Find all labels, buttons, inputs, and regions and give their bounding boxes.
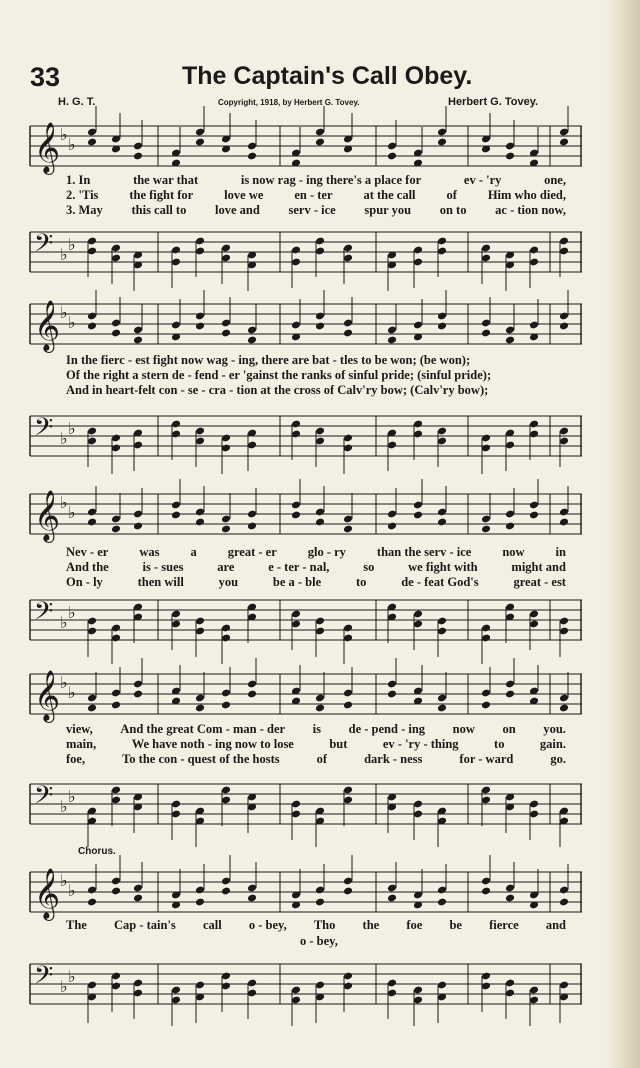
- lyric-syllable: 2. 'Tis: [66, 188, 99, 202]
- lyric-verse-1: [66, 722, 566, 737]
- note-head: [559, 138, 569, 147]
- bass-staff: [30, 412, 582, 464]
- lyric-syllable: then will: [137, 575, 184, 589]
- lyric-syllable: was: [139, 545, 160, 559]
- note-head: [87, 138, 97, 147]
- note-head: [133, 690, 143, 699]
- note-head: [133, 152, 143, 161]
- note-head: [481, 329, 491, 338]
- lyric-syllable: glo - ry: [307, 545, 346, 559]
- note-head: [195, 518, 205, 527]
- lyric-syllable: love we: [224, 188, 264, 202]
- lyric-syllable: now: [452, 722, 475, 736]
- note-head: [221, 701, 231, 710]
- lyric-verse-2: [66, 737, 566, 752]
- chorus-label: Chorus.: [78, 846, 116, 857]
- lyric-syllable: for - ward: [459, 752, 514, 766]
- words-credit: H. G. T.: [58, 96, 96, 108]
- page-edge-shadow: [606, 0, 640, 1068]
- lyric-syllable: a: [190, 545, 197, 559]
- treble-staff: [30, 122, 582, 174]
- bass-clef-icon: 𝄢: [34, 781, 54, 816]
- flat-icon: ♭: [68, 603, 76, 622]
- lyric-syllable: you.: [543, 722, 566, 736]
- lyric-verse-1: [66, 545, 566, 560]
- note-head: [111, 525, 121, 534]
- copyright-notice: Copyright, 1918, by Herbert G. Tovey.: [218, 98, 360, 107]
- note-head: [87, 518, 97, 527]
- lyric-syllable: ev - 'ry - thing: [382, 737, 459, 751]
- lyric-syllable: dark - ness: [364, 752, 423, 766]
- note-head: [387, 152, 397, 161]
- flat-icon: ♭: [60, 977, 68, 996]
- flat-icon: ♭: [60, 493, 68, 512]
- lyric-syllable: might and: [511, 560, 566, 574]
- lyric-syllable: spur you: [364, 203, 412, 217]
- note-head: [221, 329, 231, 338]
- treble-clef-icon: 𝄞: [34, 868, 61, 919]
- lyric-verse-3: [66, 383, 566, 398]
- lyric-syllable: To the con - quest of the hosts: [122, 752, 280, 766]
- note-head: [315, 898, 325, 907]
- lyric-verse-3: [66, 575, 566, 590]
- lyric-syllable: We have noth - ing now to lose: [131, 737, 294, 751]
- lyric-syllable: are: [217, 560, 235, 574]
- note-head: [247, 690, 257, 699]
- lyric-syllable: o - bey,: [248, 918, 287, 932]
- flat-icon: ♭: [60, 429, 68, 448]
- lyric-syllable: is - sues: [142, 560, 184, 574]
- flat-icon: ♭: [60, 125, 68, 144]
- lyric-syllable: ev - 'ry: [463, 173, 502, 187]
- flat-icon: ♭: [60, 613, 68, 632]
- flat-icon: ♭: [68, 135, 76, 154]
- note-head: [111, 887, 121, 896]
- bass-staff: [30, 228, 582, 280]
- lyric-verse-2: [66, 368, 566, 383]
- hymn-title: The Captain's Call Obey.: [182, 62, 473, 90]
- treble-staff: [30, 868, 582, 920]
- note-head: [87, 898, 97, 907]
- note-head: [195, 322, 205, 331]
- note-head: [437, 704, 447, 713]
- lyric-syllable: the: [362, 918, 380, 932]
- lyric-syllable: in: [555, 545, 566, 559]
- lyric-syllable: call: [202, 918, 222, 932]
- lyric-chorus: [66, 918, 566, 933]
- lyric-syllable: great - est: [513, 575, 566, 589]
- note-head: [559, 898, 569, 907]
- flat-icon: ♭: [60, 871, 68, 890]
- note-head: [247, 894, 257, 903]
- lyric-syllable: On - ly: [66, 575, 103, 589]
- note-head: [387, 522, 397, 531]
- flat-icon: ♭: [68, 787, 76, 806]
- bass-staff: [30, 780, 582, 832]
- lyric-syllable: Of the right a stern de - fend - er 'gainst the ranks of sinful pride; (sinful pride);: [66, 368, 492, 382]
- note-head: [343, 887, 353, 896]
- lyric-syllable: the fight for: [129, 188, 194, 202]
- note-head: [221, 525, 231, 534]
- bass-clef-icon: 𝄢: [34, 961, 54, 996]
- note-head: [505, 894, 515, 903]
- lyric-syllable: on to: [439, 203, 467, 217]
- lyric-syllable: serv - ice: [288, 203, 336, 217]
- note-head: [559, 704, 569, 713]
- note-head: [171, 511, 181, 520]
- lyric-syllable: en - ter: [294, 188, 333, 202]
- lyric-syllable: great - er: [227, 545, 277, 559]
- lyric-verse-2: [66, 188, 566, 203]
- lyric-syllable: And in heart-felt con - se - cra - tion at the cross of Calv'ry bow; (Calv'ry bow);: [66, 383, 489, 397]
- note-head: [387, 336, 397, 345]
- note-head: [529, 511, 539, 520]
- note-head: [559, 322, 569, 331]
- note-head: [505, 152, 515, 161]
- lyric-syllable: Cap - tain's: [113, 918, 176, 932]
- lyric-syllable: the war that: [133, 173, 199, 187]
- note-head: [133, 894, 143, 903]
- note-head: [343, 701, 353, 710]
- lyric-syllable: but: [329, 737, 348, 751]
- lyric-syllable: ac - tion now,: [495, 203, 566, 217]
- lyric-syllable: view,: [66, 722, 93, 736]
- flat-icon: ♭: [60, 303, 68, 322]
- lyric-syllable: we fight with: [408, 560, 478, 574]
- note-head: [437, 898, 447, 907]
- lyric-syllable: Tho: [313, 918, 336, 932]
- note-head: [505, 690, 515, 699]
- treble-clef-icon: 𝄞: [34, 490, 61, 541]
- lyric-syllable: is: [312, 722, 322, 736]
- note-head: [387, 690, 397, 699]
- note-head: [343, 525, 353, 534]
- lyric-syllable: so: [363, 560, 375, 574]
- lyric-syllable: Nev - er: [66, 545, 109, 559]
- lyric-syllable: and: [545, 918, 566, 932]
- note-head: [195, 704, 205, 713]
- lyric-syllable: Him who died,: [487, 188, 566, 202]
- music-credit: Herbert G. Tovey.: [448, 96, 539, 108]
- lyric-verse-3: [66, 203, 566, 218]
- bass-staff: [30, 596, 582, 648]
- lyric-syllable: now: [502, 545, 525, 559]
- lyric-syllable: foe,: [66, 752, 86, 766]
- note-head: [247, 152, 257, 161]
- note-head: [559, 518, 569, 527]
- note-head: [247, 336, 257, 345]
- flat-icon: ♭: [68, 503, 76, 522]
- lyric-syllable: on: [502, 722, 516, 736]
- note-head: [481, 887, 491, 896]
- treble-staff: [30, 300, 582, 352]
- flat-icon: ♭: [60, 245, 68, 264]
- flat-icon: ♭: [68, 313, 76, 332]
- treble-clef-icon: 𝄞: [34, 670, 61, 721]
- flat-icon: ♭: [60, 797, 68, 816]
- lyric-verse-1: [66, 353, 566, 368]
- lyric-syllable: be a - ble: [272, 575, 322, 589]
- lyric-syllable: than the serv - ice: [376, 545, 472, 559]
- lyric-syllable: In the fierc - est fight now wag - ing, there are bat - tles to be won; (be won);: [66, 353, 471, 367]
- hymn-number: 33: [30, 62, 61, 92]
- lyric-syllable: of: [446, 188, 457, 202]
- lyric-syllable: is now rag - ing there's a place for: [240, 173, 422, 187]
- note-head: [247, 522, 257, 531]
- bass-staff: [30, 960, 582, 1012]
- note-head: [195, 898, 205, 907]
- note-head: [413, 511, 423, 520]
- lyric-syllable: to: [494, 737, 505, 751]
- note-head: [195, 138, 205, 147]
- note-head: [315, 138, 325, 147]
- note-head: [437, 138, 447, 147]
- note-head: [111, 701, 121, 710]
- note-head: [505, 522, 515, 531]
- note-head: [505, 336, 515, 345]
- lyric-syllable: And the great Com - man - der: [120, 722, 286, 736]
- flat-icon: ♭: [68, 881, 76, 900]
- note-head: [111, 329, 121, 338]
- lyric-syllable: de - pend - ing: [348, 722, 426, 736]
- flat-icon: ♭: [68, 683, 76, 702]
- lyric-syllable: fierce: [489, 918, 519, 932]
- lyric-syllable: And the: [66, 560, 109, 574]
- lyric-syllable: foe: [406, 918, 423, 932]
- note-head: [133, 522, 143, 531]
- bass-clef-icon: 𝄢: [34, 413, 54, 448]
- lyric-syllable: be: [449, 918, 462, 932]
- lyric-syllable: of: [316, 752, 328, 766]
- lyric-syllable: 1. In: [66, 173, 91, 187]
- note-head: [437, 518, 447, 527]
- lyric-syllable: main,: [66, 737, 97, 751]
- lyric-syllable: go.: [550, 752, 566, 766]
- note-head: [315, 322, 325, 331]
- flat-icon: ♭: [68, 967, 76, 986]
- note-head: [437, 322, 447, 331]
- note-head: [481, 701, 491, 710]
- lyric-syllable: you: [218, 575, 239, 589]
- lyric-verse-1: [66, 173, 566, 188]
- lyric-syllable: at the call: [363, 188, 416, 202]
- lyric-syllable: e - ter - nal,: [268, 560, 330, 574]
- bass-clef-icon: 𝄢: [34, 229, 54, 264]
- note-head: [87, 704, 97, 713]
- flat-icon: ♭: [60, 673, 68, 692]
- note-head: [387, 894, 397, 903]
- note-head: [343, 329, 353, 338]
- note-head: [221, 887, 231, 896]
- lyric-chorus-extra: o - bey,: [300, 934, 338, 948]
- flat-icon: ♭: [68, 235, 76, 254]
- lyric-syllable: to: [355, 575, 367, 589]
- lyric-syllable: gain.: [539, 737, 566, 751]
- treble-staff: [30, 670, 582, 722]
- lyric-verse-3: [66, 752, 566, 767]
- note-head: [133, 336, 143, 345]
- treble-clef-icon: 𝄞: [34, 300, 61, 351]
- note-head: [291, 511, 301, 520]
- flat-icon: ♭: [68, 419, 76, 438]
- lyric-syllable: The: [66, 918, 87, 932]
- lyric-syllable: love and: [215, 203, 260, 217]
- bass-clef-icon: 𝄢: [34, 597, 54, 632]
- note-head: [87, 322, 97, 331]
- lyric-syllable: one,: [544, 173, 566, 187]
- lyric-syllable: this call to: [131, 203, 187, 217]
- treble-clef-icon: 𝄞: [34, 122, 61, 173]
- lyric-verse-2: [66, 560, 566, 575]
- lyric-syllable: de - feat God's: [401, 575, 479, 589]
- note-head: [481, 525, 491, 534]
- treble-staff: [30, 490, 582, 542]
- note-head: [315, 518, 325, 527]
- lyric-syllable: 3. May: [66, 203, 103, 217]
- note-head: [315, 704, 325, 713]
